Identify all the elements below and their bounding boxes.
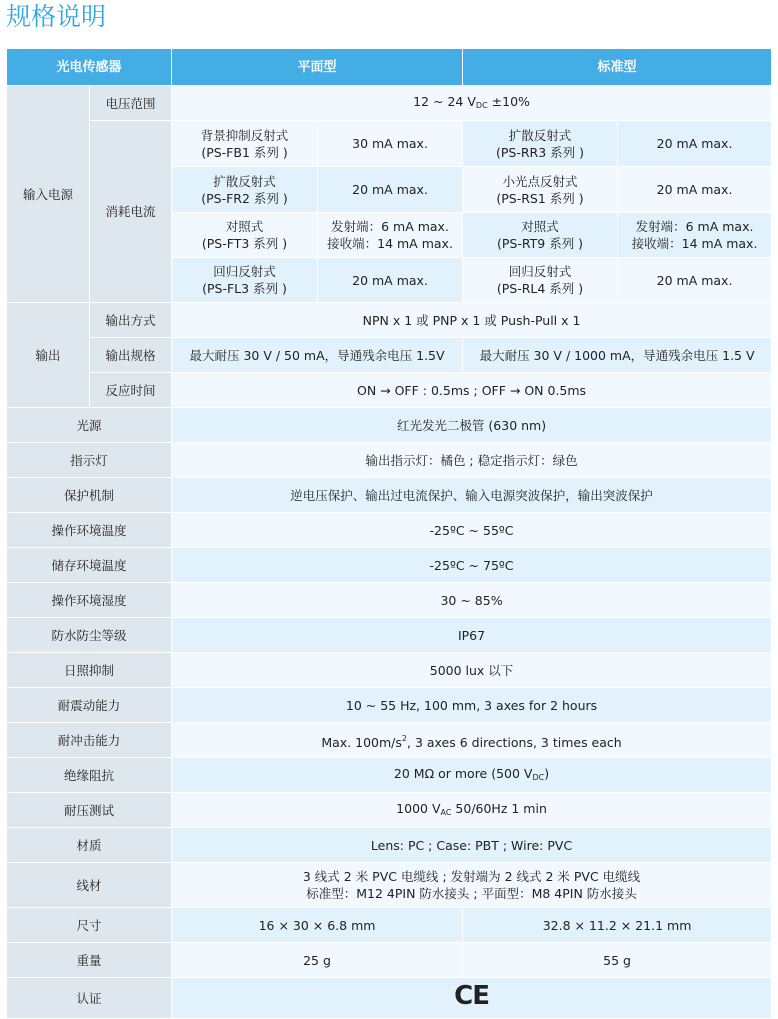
row-label-output-mode: 输出方式	[90, 303, 172, 338]
table-row	[7, 548, 772, 583]
header-flat-type: 平面型	[172, 49, 463, 86]
output-spec-standard: 最大耐压 30 V / 1000 mA，导通残余电压 1.5 V	[463, 338, 772, 373]
group-label-power: 输入电源	[7, 86, 90, 303]
row-label-op-temp: 操作环境温度	[7, 513, 172, 548]
indicator-value: 输出指示灯：橘色 ; 稳定指示灯：绿色	[172, 443, 772, 478]
weight-flat: 25 g	[172, 943, 463, 978]
row-label-withstand: 耐压测试	[7, 793, 172, 828]
current-value: 20 mA max.	[318, 258, 463, 303]
table-row	[7, 121, 772, 167]
table-row	[7, 338, 772, 373]
current-value: 20 mA max.	[618, 258, 772, 303]
sensor-model-cell: 扩散反射式 (PS-FR2 系列 )	[172, 167, 318, 213]
row-label-cert: 认证	[7, 978, 172, 1019]
row-label-indicator: 指示灯	[7, 443, 172, 478]
sensor-model-cell: 回归反射式 (PS-RL4 系列 )	[463, 258, 618, 303]
row-label-response: 反应时间	[90, 373, 172, 408]
table-row	[7, 513, 772, 548]
row-label-material: 材质	[7, 828, 172, 863]
current-value: 20 mA max.	[618, 121, 772, 167]
header-standard-type: 标准型	[463, 49, 772, 86]
current-value: 30 mA max.	[318, 121, 463, 167]
table-row	[7, 653, 772, 688]
row-label-output-spec: 输出规格	[90, 338, 172, 373]
protection-value: 逆电压保护、输出过电流保护、输入电源突波保护，输出突波保护	[172, 478, 772, 513]
st-temp-value: -25ºC ~ 75ºC	[172, 548, 772, 583]
size-standard: 32.8 × 11.2 × 21.1 mm	[463, 908, 772, 943]
table-row	[7, 828, 772, 863]
group-label-output: 输出	[7, 303, 90, 408]
table-row	[7, 978, 772, 1019]
row-label-protection: 保护机制	[7, 478, 172, 513]
shock-value: Max. $100m/s^2$, 3 axes 6 directions, 3 times each	[172, 723, 772, 758]
sensor-model-cell: 扩散反射式 (PS-RR3 系列 )	[463, 121, 618, 167]
output-mode-value: NPN x 1 或 PNP x 1 或 Push-Pull x 1	[172, 303, 772, 338]
sensor-model-cell: 背景抑制反射式 (PS-FB1 系列 )	[172, 121, 318, 167]
material-value: Lens: PC ; Case: PBT ; Wire: PVC	[172, 828, 772, 863]
row-label-cable: 线材	[7, 863, 172, 908]
row-label-light: 光源	[7, 408, 172, 443]
response-value: ON → OFF : 0.5ms ; OFF → ON 0.5ms	[172, 373, 772, 408]
current-value: 20 mA max.	[618, 167, 772, 213]
table-row	[7, 443, 772, 478]
row-label-weight: 重量	[7, 943, 172, 978]
sensor-model-cell: 回归反射式 (PS-FL3 系列 )	[172, 258, 318, 303]
insulation-value: 20 MΩ or more (500 $V_{DC}$)	[172, 758, 772, 793]
cable-value: 3 线式 2 米 PVC 电缆线 ; 发射端为 2 线式 2 米 PVC 电缆线 标准型：M12 4PIN 防水接头 ; 平面型：M8 4PIN 防水接头	[172, 863, 772, 908]
row-label-vibration: 耐震动能力	[7, 688, 172, 723]
table-header-row	[7, 49, 772, 86]
current-value: 20 mA max.	[318, 167, 463, 213]
table-row	[7, 688, 772, 723]
spec-table	[6, 48, 772, 1019]
sensor-model-cell: 小光点反射式 (PS-RS1 系列 )	[463, 167, 618, 213]
withstand-value: 1000 $V_{AC}$ 50/60Hz 1 min	[172, 793, 772, 828]
table-row	[7, 863, 772, 908]
table-row	[7, 618, 772, 653]
header-sensor: 光电传感器	[7, 49, 172, 86]
row-label-voltage: 电压范围	[90, 86, 172, 121]
table-row	[7, 303, 772, 338]
row-label-ip: 防水防尘等级	[7, 618, 172, 653]
ip-value: IP67	[172, 618, 772, 653]
table-row	[7, 86, 772, 121]
table-row	[7, 373, 772, 408]
table-row	[7, 583, 772, 618]
row-label-insulation: 绝缘阻抗	[7, 758, 172, 793]
row-label-size: 尺寸	[7, 908, 172, 943]
output-spec-flat: 最大耐压 30 V / 50 mA，导通残余电压 1.5V	[172, 338, 463, 373]
weight-standard: 55 g	[463, 943, 772, 978]
sensor-model-cell: 对照式 (PS-RT9 系列 )	[463, 213, 618, 258]
sunlight-value: 5000 lux 以下	[172, 653, 772, 688]
current-value: 发射端：6 mA max. 接收端：14 mA max.	[618, 213, 772, 258]
table-row	[7, 408, 772, 443]
row-label-st-temp: 储存环境温度	[7, 548, 172, 583]
row-label-sunlight: 日照抑制	[7, 653, 172, 688]
table-row	[7, 723, 772, 758]
op-temp-value: -25ºC ~ 55ºC	[172, 513, 772, 548]
sensor-model-cell: 对照式 (PS-FT3 系列 )	[172, 213, 318, 258]
vibration-value: 10 ~ 55 Hz, 100 mm, 3 axes for 2 hours	[172, 688, 772, 723]
size-flat: 16 × 30 × 6.8 mm	[172, 908, 463, 943]
table-row	[7, 943, 772, 978]
page-title: 规格说明	[6, 2, 107, 31]
row-label-consumption: 消耗电流	[90, 121, 172, 303]
ce-mark-icon: CE	[172, 978, 772, 1019]
voltage-value: 12 ~ 24 $V_{DC} \pm 10\%$	[172, 86, 772, 121]
table-row	[7, 758, 772, 793]
table-row	[7, 908, 772, 943]
humidity-value: 30 ~ 85%	[172, 583, 772, 618]
table-row	[7, 793, 772, 828]
current-value: 发射端：6 mA max. 接收端：14 mA max.	[318, 213, 463, 258]
row-label-shock: 耐冲击能力	[7, 723, 172, 758]
table-row	[7, 478, 772, 513]
row-label-humidity: 操作环境湿度	[7, 583, 172, 618]
light-value: 红光发光二极管 (630 nm)	[172, 408, 772, 443]
